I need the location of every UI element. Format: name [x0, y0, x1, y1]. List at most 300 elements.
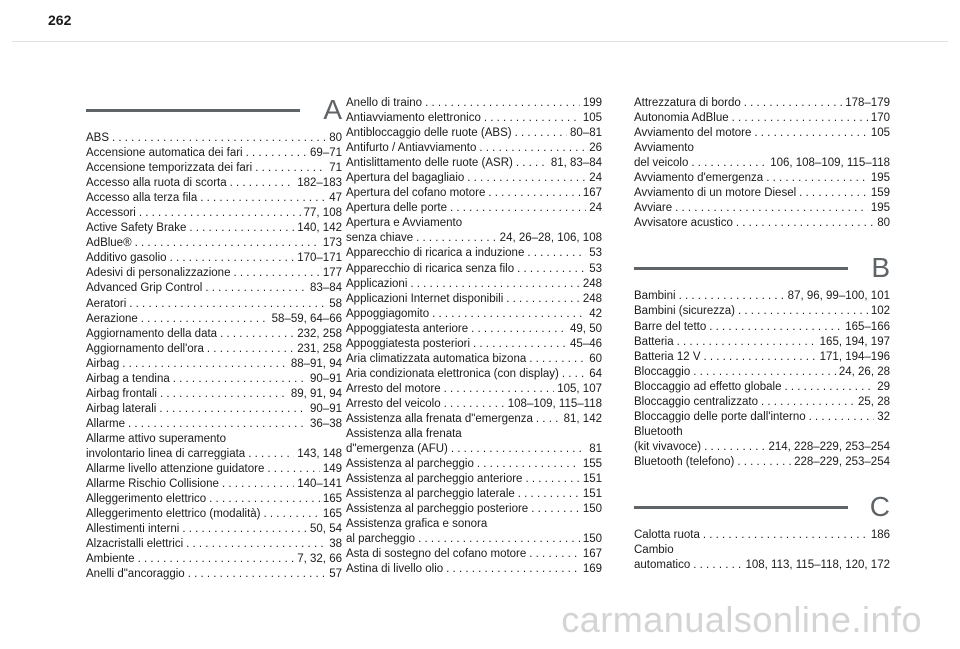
- entry-term: AdBlue®: [86, 237, 132, 250]
- entry-term: Antifurto / Antiavviamento: [346, 142, 477, 155]
- index-entry: [346, 367, 602, 382]
- watermark: carmanualsonline.info: [561, 599, 922, 640]
- dot-leader: [205, 281, 307, 296]
- entry-list: [346, 96, 602, 578]
- entry-term: Apertura del bagagliaio: [346, 172, 465, 185]
- entry-term: Arresto del motore: [346, 382, 441, 395]
- dot-leader: [744, 96, 842, 111]
- entry-pages: 88–91, 94: [290, 357, 342, 370]
- entry-term: Assistenza alla frenata d"emergenza: [346, 412, 533, 425]
- index-entry: [346, 246, 602, 261]
- entry-pages: 177: [322, 267, 342, 280]
- dot-leader: [186, 537, 326, 552]
- dot-leader: [516, 156, 548, 171]
- index-entry: [634, 380, 890, 395]
- entry-term: Apparecchio di ricarica senza filo: [346, 262, 515, 275]
- dot-leader: [679, 289, 785, 304]
- dot-leader: [536, 412, 561, 427]
- entry-term: involontario linea di carreggiata: [86, 447, 246, 460]
- dot-leader: [737, 455, 791, 470]
- entry-term: Accensione automatica dei fari: [86, 147, 243, 160]
- entry-term: d"emergenza (AFU): [346, 443, 448, 456]
- index-entry: [346, 487, 602, 502]
- index-entry: [346, 141, 602, 156]
- dot-leader: [418, 532, 580, 547]
- index-entry: [86, 131, 342, 146]
- index-entry: [346, 352, 602, 367]
- entry-pages: 80: [329, 132, 342, 144]
- entry-term: Bloccaggio centralizzato: [634, 395, 759, 408]
- index-entry: [634, 289, 890, 304]
- entry-term: Avviamento: [634, 142, 694, 155]
- entry-term: Avvisatore acustico: [634, 217, 733, 230]
- entry-term: Bloccaggio ad effetto globale: [634, 380, 782, 393]
- entry-term: Accessori: [86, 207, 136, 220]
- entry-term: Avviamento d'emergenza: [634, 172, 764, 185]
- entry-term: Apparecchio di ricarica a induzione: [346, 247, 525, 260]
- entry-term: Airbag a tendina: [86, 372, 170, 385]
- index-column-2: [346, 96, 602, 578]
- entry-term: automatico: [634, 559, 691, 572]
- entry-term: Accensione temporizzata dei fari: [86, 162, 253, 175]
- entry-term: Aggiornamento dell'ora: [86, 342, 204, 355]
- entry-pages: 248: [582, 277, 602, 290]
- dot-leader: [128, 417, 307, 432]
- dot-leader: [467, 171, 586, 186]
- index-entry: [634, 455, 890, 470]
- dot-leader: [444, 382, 555, 397]
- dot-leader: [732, 111, 868, 126]
- entry-term: Applicazioni Internet disponibili: [346, 292, 504, 305]
- section-letter: C: [869, 490, 890, 522]
- entry-pages: 195: [870, 172, 890, 185]
- entry-pages: 150: [582, 533, 602, 546]
- dot-leader: [531, 502, 580, 517]
- entry-term: Airbag laterali: [86, 402, 157, 415]
- entry-term: Alleggerimento elettrico: [86, 493, 207, 506]
- entry-pages: 165, 194, 197: [819, 335, 890, 348]
- index-entry: [346, 442, 602, 457]
- index-entry: [86, 236, 342, 251]
- entry-pages: 24: [589, 202, 602, 215]
- index-entry: [86, 372, 342, 387]
- dot-leader: [450, 201, 586, 216]
- dot-leader: [112, 131, 326, 146]
- entry-term: Advanced Grip Control: [86, 282, 203, 295]
- index-entry: [346, 322, 602, 337]
- dot-leader: [222, 477, 294, 492]
- index-entry: [346, 171, 602, 186]
- entry-term: Appoggiatesta anteriore: [346, 322, 469, 335]
- dot-leader: [255, 161, 326, 176]
- entry-term: Applicazioni: [346, 277, 408, 290]
- dot-leader: [451, 442, 586, 457]
- dot-leader: [677, 335, 817, 350]
- index-entry: [346, 111, 602, 126]
- section-bar: [86, 109, 300, 112]
- index-entry: [86, 507, 342, 522]
- entry-term: Apertura delle porte: [346, 202, 448, 215]
- section-header-b: [634, 253, 890, 283]
- entry-pages: 171, 194–196: [819, 350, 890, 363]
- entry-pages: 42: [589, 307, 602, 320]
- entry-pages: 186: [870, 528, 890, 541]
- entry-pages: 83–84: [310, 282, 342, 295]
- entry-term: Alleggerimento elettrico (modalità): [86, 508, 261, 521]
- top-divider: [12, 41, 948, 42]
- index-entry: [634, 543, 890, 558]
- index-entry: [86, 251, 342, 266]
- index-entry: [634, 141, 890, 156]
- index-entry: [346, 412, 602, 427]
- entry-list: [634, 96, 890, 231]
- dot-leader: [527, 246, 586, 261]
- entry-pages: 151: [582, 488, 602, 501]
- index-entry: [634, 425, 890, 440]
- index-entry: [634, 365, 890, 380]
- dot-leader: [122, 357, 288, 372]
- index-entry: [86, 342, 342, 357]
- entry-term: Antibloccaggio delle ruote (ABS): [346, 127, 512, 140]
- dot-leader: [488, 186, 579, 201]
- entry-pages: 89, 91, 94: [290, 387, 342, 400]
- index-entry: [86, 161, 342, 176]
- entry-pages: 25, 28: [858, 395, 890, 408]
- section-bar: [634, 506, 848, 509]
- entry-term: Batteria 12 V: [634, 350, 701, 363]
- index-entry: [346, 457, 602, 472]
- entry-pages: 80–81: [570, 127, 602, 140]
- entry-pages: 90–91: [310, 372, 342, 385]
- dot-leader: [471, 322, 567, 337]
- entry-term: al parcheggio: [346, 533, 416, 546]
- index-entry: [346, 201, 602, 216]
- dot-leader: [246, 146, 307, 161]
- entry-pages: 69–71: [310, 147, 342, 160]
- dot-leader: [173, 372, 307, 387]
- dot-leader: [267, 462, 319, 477]
- index-entry: [634, 201, 890, 216]
- entry-term: Appoggiatesta posteriori: [346, 337, 471, 350]
- entry-pages: 49, 50: [570, 322, 602, 335]
- entry-term: Attrezzatura di bordo: [634, 97, 741, 109]
- index-entry: [346, 427, 602, 442]
- entry-pages: 151: [582, 473, 602, 486]
- entry-pages: 167: [582, 548, 602, 561]
- entry-term: Calotta ruota: [634, 528, 700, 541]
- entry-term: Autonomia AdBlue: [634, 112, 729, 125]
- index-entry: [346, 337, 602, 352]
- index-entry: [346, 382, 602, 397]
- dot-leader: [484, 111, 580, 126]
- entry-term: Arresto del veicolo: [346, 397, 441, 410]
- index-entry: [634, 320, 890, 335]
- dot-leader: [138, 552, 295, 567]
- index-entry: [634, 96, 890, 111]
- section-letter: A: [323, 94, 342, 125]
- index-entry: [346, 292, 602, 307]
- entry-pages: 7, 32, 66: [297, 553, 342, 566]
- dot-leader: [233, 266, 319, 281]
- entry-term: Aggiornamento della data: [86, 327, 218, 340]
- entry-pages: 64: [589, 367, 602, 380]
- dot-leader: [416, 231, 497, 246]
- dot-leader: [693, 558, 742, 573]
- entry-pages: 140, 142: [297, 222, 342, 235]
- dot-leader: [182, 522, 307, 537]
- entry-pages: 105, 107: [557, 382, 602, 395]
- dot-leader: [220, 327, 294, 342]
- entry-term: Avviamento del motore: [634, 127, 752, 140]
- index-entry: [86, 266, 342, 281]
- dot-leader: [189, 221, 294, 236]
- entry-pages: 143, 148: [297, 447, 342, 460]
- index-entry: [634, 186, 890, 201]
- index-entry: [346, 562, 602, 577]
- entry-pages: 77, 108: [303, 207, 342, 220]
- entry-pages: 38: [329, 538, 342, 551]
- dot-leader: [188, 567, 326, 582]
- index-entry: [86, 537, 342, 552]
- entry-pages: 165–166: [845, 320, 890, 333]
- dot-leader: [529, 352, 586, 367]
- index-entry: [86, 462, 342, 477]
- dot-leader: [129, 297, 326, 312]
- entry-term: Apertura del cofano motore: [346, 187, 486, 200]
- entry-term: Batteria: [634, 335, 674, 348]
- entry-term: Avviamento di un motore Diesel: [634, 187, 797, 200]
- section-header-a: [86, 95, 342, 125]
- dot-leader: [444, 397, 505, 412]
- dot-leader: [160, 387, 288, 402]
- entry-term: Allarme livello attenzione guidatore: [86, 463, 265, 476]
- entry-term: Allarme attivo superamento: [86, 432, 226, 445]
- index-entry: [634, 126, 890, 141]
- index-entry: [346, 397, 602, 412]
- index-entry: [86, 146, 342, 161]
- dot-leader: [562, 367, 586, 382]
- index-entry: [86, 402, 342, 417]
- entry-term: Aria climatizzata automatica bizona: [346, 352, 527, 365]
- dot-leader: [141, 312, 269, 327]
- entry-term: Assistenza al parcheggio laterale: [346, 488, 515, 501]
- dot-leader: [248, 447, 294, 462]
- entry-pages: 178–179: [845, 97, 890, 109]
- index-entry: [346, 277, 602, 292]
- entry-pages: 24: [589, 172, 602, 185]
- entry-term: Aria condizionata elettronica (con display): [346, 367, 559, 380]
- dot-leader: [135, 236, 320, 251]
- index-entry: [86, 221, 342, 236]
- entry-pages: 24, 26, 28: [838, 365, 890, 378]
- entry-pages: 165: [322, 493, 342, 506]
- entry-pages: 71: [329, 162, 342, 175]
- index-entry: [634, 528, 890, 543]
- section-header-c: [634, 492, 890, 522]
- entry-term: Cambio: [634, 544, 674, 557]
- dot-leader: [675, 201, 868, 216]
- index-entry: [346, 186, 602, 201]
- entry-term: del veicolo: [634, 157, 689, 170]
- entry-list: [634, 289, 890, 470]
- entry-term: Anello di traino: [346, 97, 423, 109]
- index-entry: [634, 350, 890, 365]
- entry-term: Airbag: [86, 357, 120, 370]
- entry-pages: 108–109, 115–118: [507, 397, 602, 410]
- entry-term: Accesso alla terza fila: [86, 192, 198, 205]
- index-entry: [634, 171, 890, 186]
- entry-pages: 232, 258: [297, 327, 342, 340]
- dot-leader: [517, 262, 586, 277]
- entry-pages: 155: [582, 458, 602, 471]
- dot-leader: [170, 251, 295, 266]
- dot-leader: [784, 380, 874, 395]
- index-column-1: [86, 95, 342, 582]
- index-entry: [346, 126, 602, 141]
- index-entry: [86, 357, 342, 372]
- entry-term: Anelli d"ancoraggio: [86, 568, 185, 581]
- index-entry: [634, 216, 890, 231]
- entry-pages: 150: [582, 503, 602, 516]
- entry-pages: 105: [870, 127, 890, 140]
- entry-term: Assistenza al parcheggio: [346, 458, 474, 471]
- entry-pages: 32: [877, 410, 890, 423]
- dot-leader: [691, 156, 767, 171]
- dot-leader: [479, 141, 586, 156]
- index-entry: [86, 522, 342, 537]
- entry-term: Active Safety Brake: [86, 222, 187, 235]
- dot-leader: [264, 507, 320, 522]
- entry-term: Avviare: [634, 202, 673, 215]
- entry-pages: 58: [329, 297, 342, 310]
- entry-pages: 47: [329, 192, 342, 205]
- entry-term: Aerazione: [86, 312, 138, 325]
- entry-pages: 50, 54: [310, 523, 342, 536]
- entry-pages: 195: [870, 202, 890, 215]
- entry-term: Antislittamento delle ruote (ASR): [346, 157, 513, 170]
- dot-leader: [799, 186, 868, 201]
- entry-pages: 167: [582, 187, 602, 200]
- entry-pages: 80: [877, 217, 890, 230]
- index-entry: [86, 417, 342, 432]
- index-entry: [86, 477, 342, 492]
- entry-term: Allarme Rischio Collisione: [86, 478, 219, 491]
- entry-term: Alzacristalli elettrici: [86, 538, 184, 551]
- entry-term: Assistenza grafica e sonora: [346, 518, 488, 531]
- index-entry: [86, 567, 342, 582]
- entry-term: Assistenza alla frenata: [346, 428, 462, 441]
- entry-term: Barre del tetto: [634, 320, 707, 333]
- dot-leader: [139, 206, 301, 221]
- index-entry: [86, 447, 342, 462]
- index-entry: [86, 552, 342, 567]
- dot-leader: [709, 320, 842, 335]
- entry-term: Accesso alla ruota di scorta: [86, 177, 227, 190]
- section-bar: [634, 267, 848, 270]
- entry-term: Appoggiagomito: [346, 307, 430, 320]
- index-entry: [634, 111, 890, 126]
- entry-term: Antiavviamento elettronico: [346, 112, 481, 125]
- dot-leader: [209, 492, 320, 507]
- entry-term: Adesivi di personalizzazione: [86, 267, 231, 280]
- index-entry: [346, 532, 602, 547]
- index-entry: [86, 312, 342, 327]
- entry-pages: 170–171: [297, 252, 342, 265]
- dot-leader: [473, 337, 567, 352]
- index-entry: [346, 262, 602, 277]
- entry-term: Bluetooth: [634, 425, 683, 438]
- entry-term: Assistenza al parcheggio anteriore: [346, 473, 523, 486]
- entry-pages: 26: [589, 142, 602, 155]
- entry-pages: 106, 108–109, 115–118: [770, 157, 890, 170]
- index-entry: [346, 307, 602, 322]
- dot-leader: [529, 547, 580, 562]
- entry-pages: 24, 26–28, 106, 108: [499, 232, 602, 245]
- dot-leader: [446, 562, 580, 577]
- index-entry: [86, 387, 342, 402]
- dot-leader: [703, 350, 816, 365]
- dot-leader: [754, 126, 867, 141]
- index-entry: [86, 281, 342, 296]
- section-letter: B: [871, 252, 890, 284]
- entry-term: Airbag frontali: [86, 387, 157, 400]
- entry-term: Allestimenti interni: [86, 523, 180, 536]
- entry-pages: 159: [870, 187, 890, 200]
- entry-term: Bloccaggio: [634, 365, 691, 378]
- dot-leader: [515, 126, 567, 141]
- entry-pages: 165: [322, 508, 342, 521]
- entry-term: Aeratori: [86, 297, 127, 310]
- entry-pages: 149: [322, 463, 342, 476]
- index-entry: [346, 517, 602, 532]
- entry-pages: 81: [589, 443, 602, 456]
- entry-term: Apertura e Avviamento: [346, 217, 463, 230]
- entry-pages: 102: [870, 305, 890, 318]
- entry-term: Additivo gasolio: [86, 252, 167, 265]
- dot-leader: [761, 395, 855, 410]
- entry-pages: 108, 113, 115–118, 120, 172: [745, 559, 890, 572]
- entry-pages: 170: [870, 112, 890, 125]
- entry-pages: 105: [582, 112, 602, 125]
- entry-term: (kit vivavoce): [634, 440, 702, 453]
- entry-term: Bambini: [634, 290, 676, 303]
- dot-leader: [432, 307, 586, 322]
- index-entry: [346, 502, 602, 517]
- entry-term: Asta di sostegno del cofano motore: [346, 548, 527, 561]
- index-entry: [346, 547, 602, 562]
- entry-pages: 45–46: [570, 337, 602, 350]
- entry-pages: 173: [322, 237, 342, 250]
- entry-pages: 140–141: [297, 478, 342, 491]
- entry-pages: 29: [877, 380, 890, 393]
- index-entry: [634, 558, 890, 573]
- dot-leader: [704, 440, 765, 455]
- entry-term: Bambini (sicurezza): [634, 305, 735, 318]
- index-entry: [346, 231, 602, 246]
- entry-term: Ambiente: [86, 553, 135, 566]
- index-column-3: [634, 96, 890, 573]
- entry-pages: 248: [582, 292, 602, 305]
- entry-pages: 231, 258: [297, 342, 342, 355]
- entry-pages: 182–183: [297, 177, 342, 190]
- entry-pages: 228–229, 253–254: [794, 455, 890, 468]
- dot-leader: [207, 342, 294, 357]
- dot-leader: [766, 171, 868, 186]
- entry-pages: 53: [589, 247, 602, 260]
- entry-term: Assistenza al parcheggio posteriore: [346, 503, 529, 516]
- index-entry: [634, 440, 890, 455]
- index-entry: [634, 156, 890, 171]
